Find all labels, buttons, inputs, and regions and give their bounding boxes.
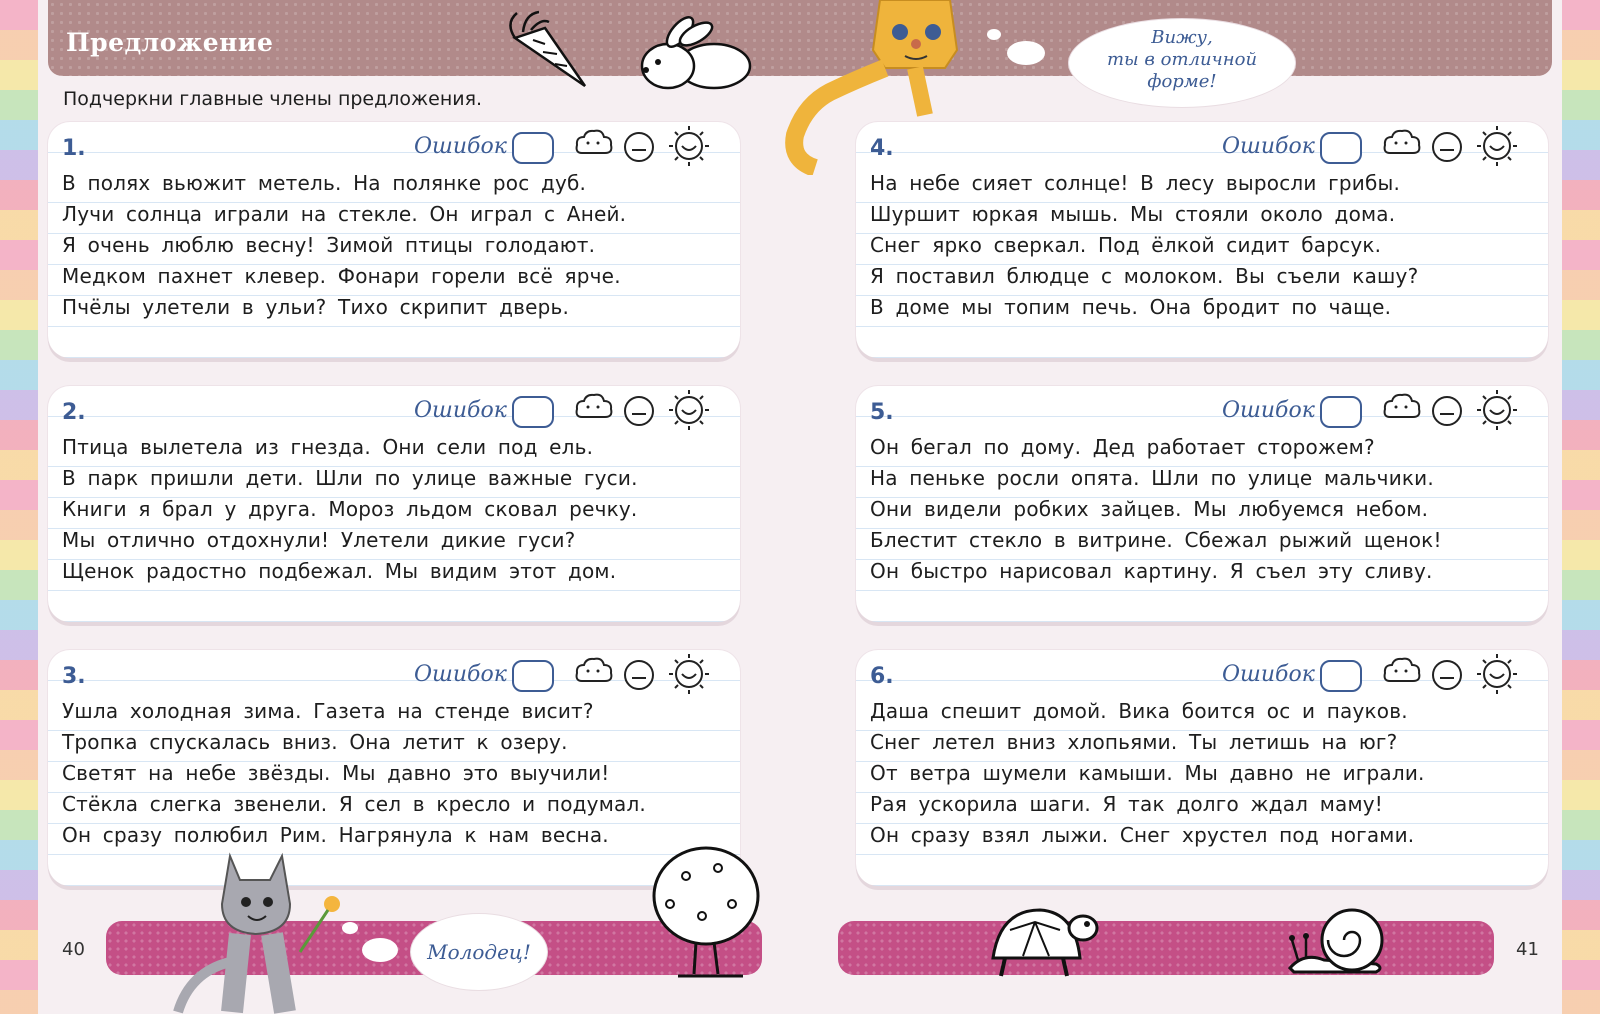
sentence-line[interactable]: Я поставил блюдце с молоком. Вы съели кашу?: [870, 264, 1419, 288]
exercise-number: 2.: [62, 400, 86, 425]
thought-dot-bottom-medium: [362, 938, 398, 962]
tree-icon: [648, 846, 763, 981]
errors-label: Ошибок: [414, 134, 507, 159]
carrot-icon: [505, 8, 600, 90]
errors-label: Ошибок: [1222, 662, 1315, 687]
sentence-line[interactable]: Щенок радостно подбежал. Мы видим этот дом.: [62, 559, 617, 583]
sentence-line[interactable]: Шуршит юркая мышь. Мы стояли около дома.: [870, 202, 1396, 226]
sentence-list: [870, 168, 1418, 323]
errors-count-box[interactable]: [512, 660, 554, 692]
exercise-number: 6.: [870, 664, 894, 689]
errors-count-box[interactable]: [1320, 132, 1362, 164]
cloud-face-icon[interactable]: [574, 391, 614, 427]
thought-dot-bottom-small: [342, 922, 358, 934]
page-number-left: 40: [62, 939, 85, 960]
sentence-line[interactable]: Они видели робких зайцев. Мы любуемся небом.: [870, 497, 1429, 521]
sentence-line[interactable]: На небе сияет солнце! В лесу выросли грибы.: [870, 171, 1401, 195]
sentence-line[interactable]: Он быстро нарисовал картину. Я съел эту сливу.: [870, 559, 1433, 583]
errors-count-box[interactable]: [512, 132, 554, 164]
sentence-line[interactable]: Тропка спускалась вниз. Она летит к озеру.: [62, 730, 568, 754]
sentence-list: [870, 432, 1442, 587]
neutral-face-icon[interactable]: [1430, 130, 1464, 168]
sentence-line[interactable]: В доме мы топим печь. Она бродит по чаще.: [870, 295, 1392, 319]
errors-label: Ошибок: [1222, 398, 1315, 423]
sun-face-icon[interactable]: [666, 388, 712, 436]
neutral-face-icon[interactable]: [622, 394, 656, 432]
cloud-face-icon[interactable]: [1382, 655, 1422, 691]
exercise-number: 1.: [62, 136, 86, 161]
sentence-list: [62, 432, 638, 587]
errors-count-box[interactable]: [512, 396, 554, 428]
cloud-face-icon[interactable]: [1382, 127, 1422, 163]
errors-count-box[interactable]: [1320, 660, 1362, 692]
sentence-line[interactable]: Мы отлично отдохнули! Улетели дикие гуси?: [62, 528, 576, 552]
sentence-line[interactable]: Ушла холодная зима. Газета на стенде висит?: [62, 699, 594, 723]
sentence-line[interactable]: Пчёлы улетели в ульи? Тихо скрипит дверь.: [62, 295, 570, 319]
sentence-line[interactable]: Стёкла слегка звенели. Я сел в кресло и подумал.: [62, 792, 646, 816]
sentence-line[interactable]: Он сразу полюбил Рим. Нагрянула к нам весна.: [62, 823, 609, 847]
left-stripe-border: [0, 0, 38, 1014]
sentence-line[interactable]: Снег летел вниз хлопьями. Ты летишь на юг?: [870, 730, 1398, 754]
sentence-line[interactable]: В парк пришли дети. Шли по улице важные гуси.: [62, 466, 638, 490]
right-stripe-border: [1562, 0, 1600, 1014]
sentence-line[interactable]: В полях вьюжит метель. На полянке рос дуб.: [62, 171, 587, 195]
cloud-face-icon[interactable]: [574, 127, 614, 163]
sentence-line[interactable]: Даша спешит домой. Вика боится ос и пауков.: [870, 699, 1408, 723]
footer-band-right: [838, 921, 1494, 975]
sentence-line[interactable]: Я очень люблю весну! Зимой птицы голодают.: [62, 233, 596, 257]
exercise-number: 4.: [870, 136, 894, 161]
rabbit-icon: [636, 14, 756, 94]
cloud-face-icon[interactable]: [1382, 391, 1422, 427]
turtle-icon: [985, 900, 1100, 982]
sentence-line[interactable]: На пеньке росли опята. Шли по улице мальчики.: [870, 466, 1434, 490]
sun-face-icon[interactable]: [1474, 388, 1520, 436]
gray-cat-icon: [160, 852, 350, 1014]
cloud-face-icon[interactable]: [574, 655, 614, 691]
neutral-face-icon[interactable]: [622, 658, 656, 696]
sentence-line[interactable]: Медком пахнет клевер. Фонари горели всё ярче.: [62, 264, 621, 288]
sun-face-icon[interactable]: [666, 124, 712, 172]
sentence-line[interactable]: От ветра шумели камыши. Мы давно не играли.: [870, 761, 1425, 785]
sentence-line[interactable]: Птица вылетела из гнезда. Они сели под ель.: [62, 435, 594, 459]
sentence-list: [870, 696, 1425, 851]
errors-label: Ошибок: [414, 398, 507, 423]
page-number-right: 41: [1516, 939, 1539, 960]
cat-speech-bubble-top: Вижу, ты в отличной форме!: [1068, 18, 1296, 108]
sentence-line[interactable]: Книги я брал у друга. Мороз льдом сковал речку.: [62, 497, 638, 521]
snail-icon: [1284, 904, 1394, 976]
neutral-face-icon[interactable]: [1430, 394, 1464, 432]
sun-face-icon[interactable]: [666, 652, 712, 700]
sentence-line[interactable]: Светят на небе звёзды. Мы давно это выучили!: [62, 761, 610, 785]
exercise-card-2: [48, 386, 740, 622]
errors-label: Ошибок: [414, 662, 507, 687]
exercise-number: 5.: [870, 400, 894, 425]
neutral-face-icon[interactable]: [1430, 658, 1464, 696]
sentence-line[interactable]: Он сразу взял лыжи. Снег хрустел под ногами.: [870, 823, 1415, 847]
sentence-line[interactable]: Лучи солнца играли на стекле. Он играл с Аней.: [62, 202, 627, 226]
sentence-line[interactable]: Снег ярко сверкал. Под ёлкой сидит барсук.: [870, 233, 1382, 257]
exercise-card-1: [48, 122, 740, 358]
neutral-face-icon[interactable]: [622, 130, 656, 168]
cat-speech-bubble-bottom: Молодец!: [410, 913, 548, 991]
exercise-card-6: [856, 650, 1548, 886]
thought-dot-medium: [1007, 41, 1045, 65]
sentence-line[interactable]: Рая ускорила шаги. Я так долго ждал маму!: [870, 792, 1383, 816]
instruction-text: Подчеркни главные члены предложения.: [63, 88, 483, 110]
sentence-list: [62, 696, 646, 851]
sentence-line[interactable]: Блестит стекло в витрине. Сбежал рыжий щенок!: [870, 528, 1442, 552]
errors-label: Ошибок: [1222, 134, 1315, 159]
thought-dot-small: [987, 29, 1001, 40]
exercise-card-5: [856, 386, 1548, 622]
exercise-number: 3.: [62, 664, 86, 689]
sentence-list: [62, 168, 626, 323]
exercise-card-4: [856, 122, 1548, 358]
sun-face-icon[interactable]: [1474, 124, 1520, 172]
sentence-line[interactable]: Он бегал по дому. Дед работает сторожем?: [870, 435, 1375, 459]
page-title: Предложение: [66, 28, 274, 57]
exercise-card-3: [48, 650, 740, 886]
errors-count-box[interactable]: [1320, 396, 1362, 428]
sun-face-icon[interactable]: [1474, 652, 1520, 700]
